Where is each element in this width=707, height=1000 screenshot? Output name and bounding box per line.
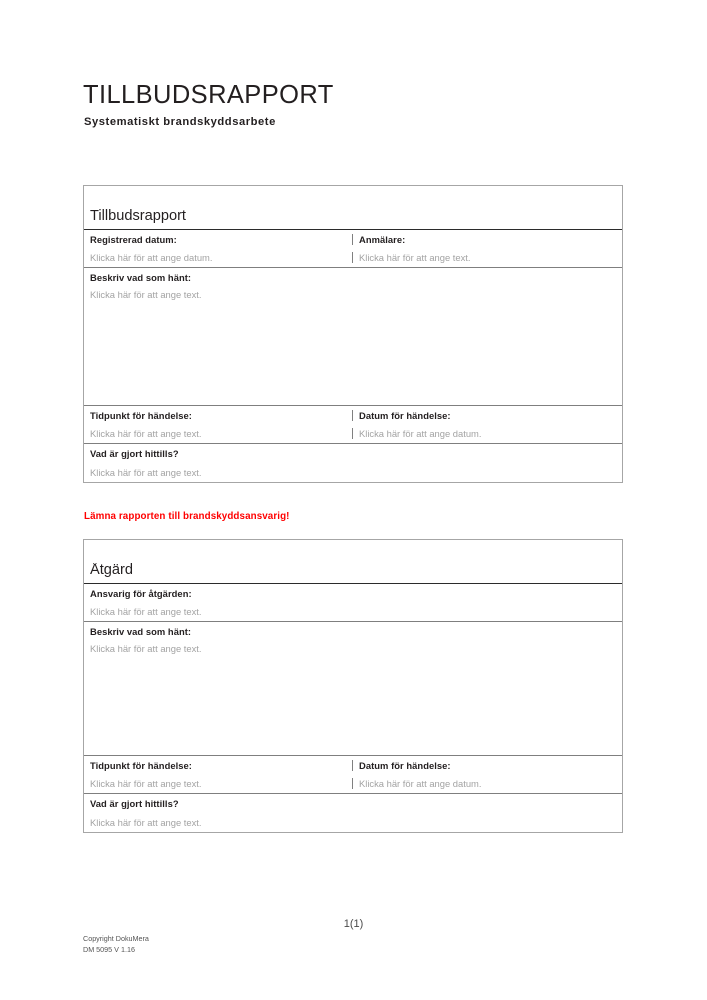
field-textarea-row bbox=[84, 286, 622, 406]
field-textarea-row bbox=[84, 640, 622, 756]
vad-ar-gjort-hittills-placeholder: Klicka här för att ange text. bbox=[90, 816, 202, 828]
beskriv-vad-som-hant-placeholder: Klicka här för att ange text. bbox=[90, 643, 202, 654]
page-subtitle: Systematiskt brandskyddsarbete bbox=[84, 115, 276, 128]
section-heading: Åtgärd bbox=[90, 563, 133, 579]
beskriv-vad-som-hant-field[interactable] bbox=[84, 640, 622, 654]
field-label-row bbox=[84, 444, 622, 462]
page-title: TILLBUDSRAPPORT bbox=[83, 81, 334, 109]
footer-copyright: Copyright DokuMera bbox=[83, 934, 149, 943]
datum-label-cell bbox=[353, 410, 622, 421]
document-header bbox=[83, 82, 628, 128]
vad-ar-gjort-label-cell bbox=[84, 448, 622, 459]
tidpunkt-for-handelse-label: Tidpunkt för händelse: bbox=[90, 759, 192, 771]
field-value-row bbox=[84, 812, 622, 832]
datum-for-handelse-label: Datum för händelse: bbox=[359, 409, 451, 421]
vad-ar-gjort-hittills-field[interactable] bbox=[84, 817, 622, 828]
tidpunkt-label-cell bbox=[84, 760, 353, 771]
vad-ar-gjort-hittills-placeholder: Klicka här för att ange text. bbox=[90, 466, 202, 478]
registrerad-datum-label-cell bbox=[84, 234, 353, 245]
form-table-atgard bbox=[83, 539, 623, 833]
beskriv-vad-som-hant-label: Beskriv vad som hänt: bbox=[90, 271, 192, 283]
field-label-row bbox=[84, 268, 622, 286]
registrerad-datum-field[interactable] bbox=[84, 252, 353, 263]
section-title-cell bbox=[84, 563, 622, 583]
datum-for-handelse-placeholder: Klicka här för att ange datum. bbox=[359, 428, 482, 439]
anmalare-label: Anmälare: bbox=[359, 233, 406, 245]
section-title-row bbox=[84, 540, 622, 584]
datum-label-cell bbox=[353, 760, 622, 771]
datum-for-handelse-field[interactable] bbox=[353, 778, 622, 789]
tidpunkt-for-handelse-field[interactable] bbox=[84, 428, 353, 439]
anmalare-placeholder: Klicka här för att ange text. bbox=[359, 252, 471, 263]
anmalare-label-cell bbox=[353, 234, 622, 245]
section-heading: Tillbudsrapport bbox=[90, 209, 186, 225]
ansvarig-label-cell bbox=[84, 588, 622, 599]
datum-for-handelse-placeholder: Klicka här för att ange datum. bbox=[359, 778, 482, 789]
notice-text: Lämna rapporten till brandskyddsansvarig! bbox=[84, 511, 290, 522]
field-label-row bbox=[84, 584, 622, 602]
beskriv-label-cell bbox=[84, 626, 622, 637]
tidpunkt-for-handelse-field[interactable] bbox=[84, 778, 353, 789]
ansvarig-for-atgarden-field[interactable] bbox=[84, 606, 622, 617]
ansvarig-for-atgarden-label: Ansvarig för åtgärden: bbox=[90, 587, 192, 599]
footer-metadata bbox=[83, 934, 149, 956]
datum-for-handelse-label: Datum för händelse: bbox=[359, 759, 451, 771]
vad-ar-gjort-hittills-field[interactable] bbox=[84, 467, 622, 478]
section-title-cell bbox=[84, 209, 622, 229]
datum-for-handelse-field[interactable] bbox=[353, 428, 622, 439]
vad-ar-gjort-label-cell bbox=[84, 798, 622, 809]
footer-doc-code: DM 5095 V 1.16 bbox=[83, 944, 135, 954]
field-value-row bbox=[84, 774, 622, 794]
form-table-tillbudsrapport bbox=[83, 185, 623, 483]
section-title-row bbox=[84, 186, 622, 230]
beskriv-vad-som-hant-label: Beskriv vad som hänt: bbox=[90, 625, 192, 637]
registrerad-datum-label: Registrerad datum: bbox=[90, 233, 177, 245]
vad-ar-gjort-hittills-label: Vad är gjort hittills? bbox=[90, 797, 179, 809]
vad-ar-gjort-hittills-label: Vad är gjort hittills? bbox=[90, 447, 179, 459]
tidpunkt-for-handelse-label: Tidpunkt för händelse: bbox=[90, 409, 192, 421]
tidpunkt-for-handelse-placeholder: Klicka här för att ange text. bbox=[90, 428, 202, 439]
field-value-row bbox=[84, 424, 622, 444]
field-label-row bbox=[84, 406, 622, 424]
field-value-row bbox=[84, 602, 622, 622]
beskriv-vad-som-hant-field[interactable] bbox=[84, 286, 622, 300]
field-value-row bbox=[84, 462, 622, 482]
field-label-row bbox=[84, 756, 622, 774]
page-number: 1(1) bbox=[343, 918, 364, 930]
registrerad-datum-placeholder: Klicka här för att ange datum. bbox=[90, 252, 213, 263]
field-value-row bbox=[84, 248, 622, 268]
ansvarig-for-atgarden-placeholder: Klicka här för att ange text. bbox=[90, 606, 202, 617]
beskriv-label-cell bbox=[84, 272, 622, 283]
field-label-row bbox=[84, 230, 622, 248]
beskriv-vad-som-hant-placeholder: Klicka här för att ange text. bbox=[90, 289, 202, 300]
field-label-row bbox=[84, 622, 622, 640]
field-label-row bbox=[84, 794, 622, 812]
tidpunkt-label-cell bbox=[84, 410, 353, 421]
anmalare-field[interactable] bbox=[353, 252, 622, 263]
tidpunkt-for-handelse-placeholder: Klicka här för att ange text. bbox=[90, 778, 202, 789]
